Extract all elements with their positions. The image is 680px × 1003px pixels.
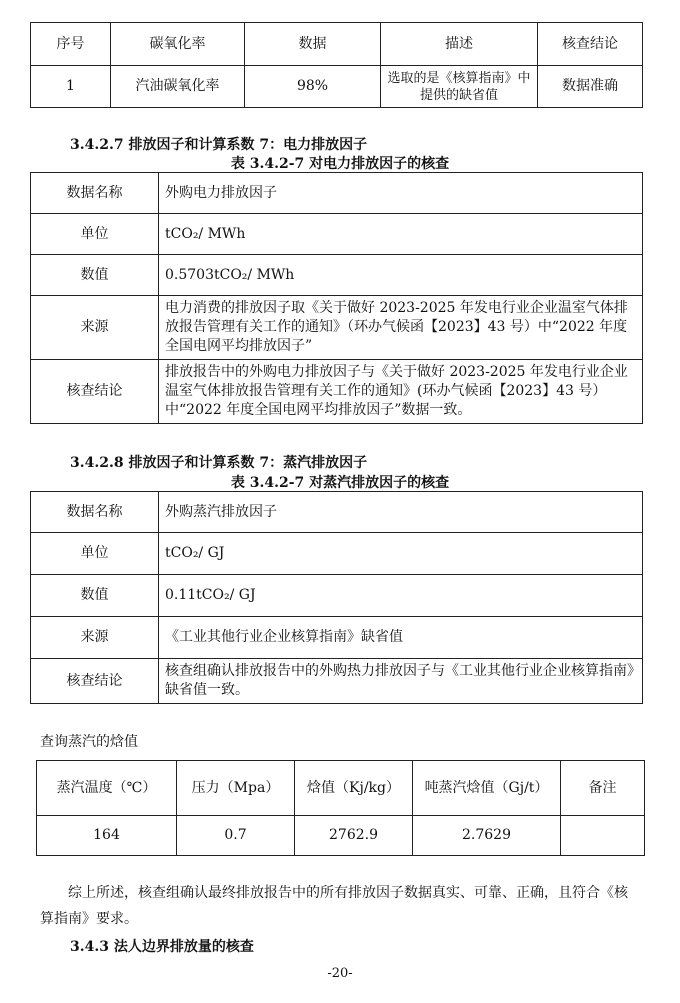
table-header: 备注 [561,761,645,816]
row-value: 核查组确认排放报告中的外购热力排放因子与《工业其他行业企业核算指南》缺省值一致。 [159,659,643,704]
table-header: 焓值（Kj/kg） [295,761,413,816]
row-label: 核查结论 [31,659,159,704]
section-heading: 3.4.2.8 排放因子和计算系数 7：蒸汽排放因子 [70,455,368,471]
section-heading: 3.4.2.7 排放因子和计算系数 7：电力排放因子 [70,137,368,153]
row-value: 0.11tCO₂/ GJ [159,575,643,617]
row-label: 单位 [31,214,159,255]
table-header: 吨蒸汽焓值（Gj/t） [413,761,561,816]
row-value: 外购蒸汽排放因子 [159,492,643,533]
table-header: 碳氧化率 [111,23,245,66]
table-cell [561,816,645,856]
row-value: 排放报告中的外购电力排放因子与《关于做好 2023-2025 年发电行业企业温室气体排放报告管理有关工作的通知》(环办气候函【2023】43 号）中“2022 年度全国电网平均排放因子”数据一致。 [159,360,643,424]
table-header: 蒸汽温度（℃） [37,761,177,816]
table-header: 压力（Mpa） [177,761,295,816]
row-label: 来源 [31,296,159,360]
steam-factor-table [30,491,643,704]
page-number: -20- [327,966,353,981]
row-label: 数据名称 [31,492,159,533]
row-value: 0.5703tCO₂/ MWh [159,255,643,296]
table-header: 描述 [381,23,538,66]
table-cell: 0.7 [177,816,295,856]
table-cell: 98% [245,66,381,108]
row-value: tCO₂/ MWh [159,214,643,255]
enthalpy-title: 查询蒸汽的焓值 [40,734,138,750]
summary-paragraph: 综上所述，核查组确认最终排放报告中的所有排放因子数据真实、可靠、正确，且符合《核算指南》要求。 [40,885,628,927]
table-header: 序号 [31,23,111,66]
table-header: 数据 [245,23,381,66]
row-label: 核查结论 [31,360,159,424]
oxidation-rate-table [30,22,643,108]
table-cell: 2762.9 [295,816,413,856]
table-cell: 选取的是《核算指南》中提供的缺省值 [381,66,538,108]
row-label: 来源 [31,617,159,659]
table-header: 核查结论 [538,23,643,66]
row-value: 电力消费的排放因子取《关于做好 2023-2025 年发电行业企业温室气体排放报告管理有关工作的通知》（环办气候函【2023】43 号）中“2022 年度全国电网平均排放因子” [159,296,643,360]
row-value: tCO₂/ GJ [159,533,643,575]
row-value: 《工业其他行业企业核算指南》缺省值 [159,617,643,659]
steam-enthalpy-table [36,760,645,856]
table-cell: 数据准确 [538,66,643,108]
next-section-heading: 3.4.3 法人边界排放量的核查 [70,939,254,955]
table-cell: 汽油碳氧化率 [111,66,245,108]
row-label: 数值 [31,575,159,617]
table-cell: 164 [37,816,177,856]
table-cell: 2.7629 [413,816,561,856]
row-label: 数据名称 [31,173,159,214]
electric-factor-table [30,172,643,424]
table-caption: 表 3.4.2-7 对蒸汽排放因子的核查 [230,475,450,491]
table-caption: 表 3.4.2-7 对电力排放因子的核查 [230,156,450,172]
row-value: 外购电力排放因子 [159,173,643,214]
row-label: 数值 [31,255,159,296]
row-label: 单位 [31,533,159,575]
table-cell: 1 [31,66,111,108]
